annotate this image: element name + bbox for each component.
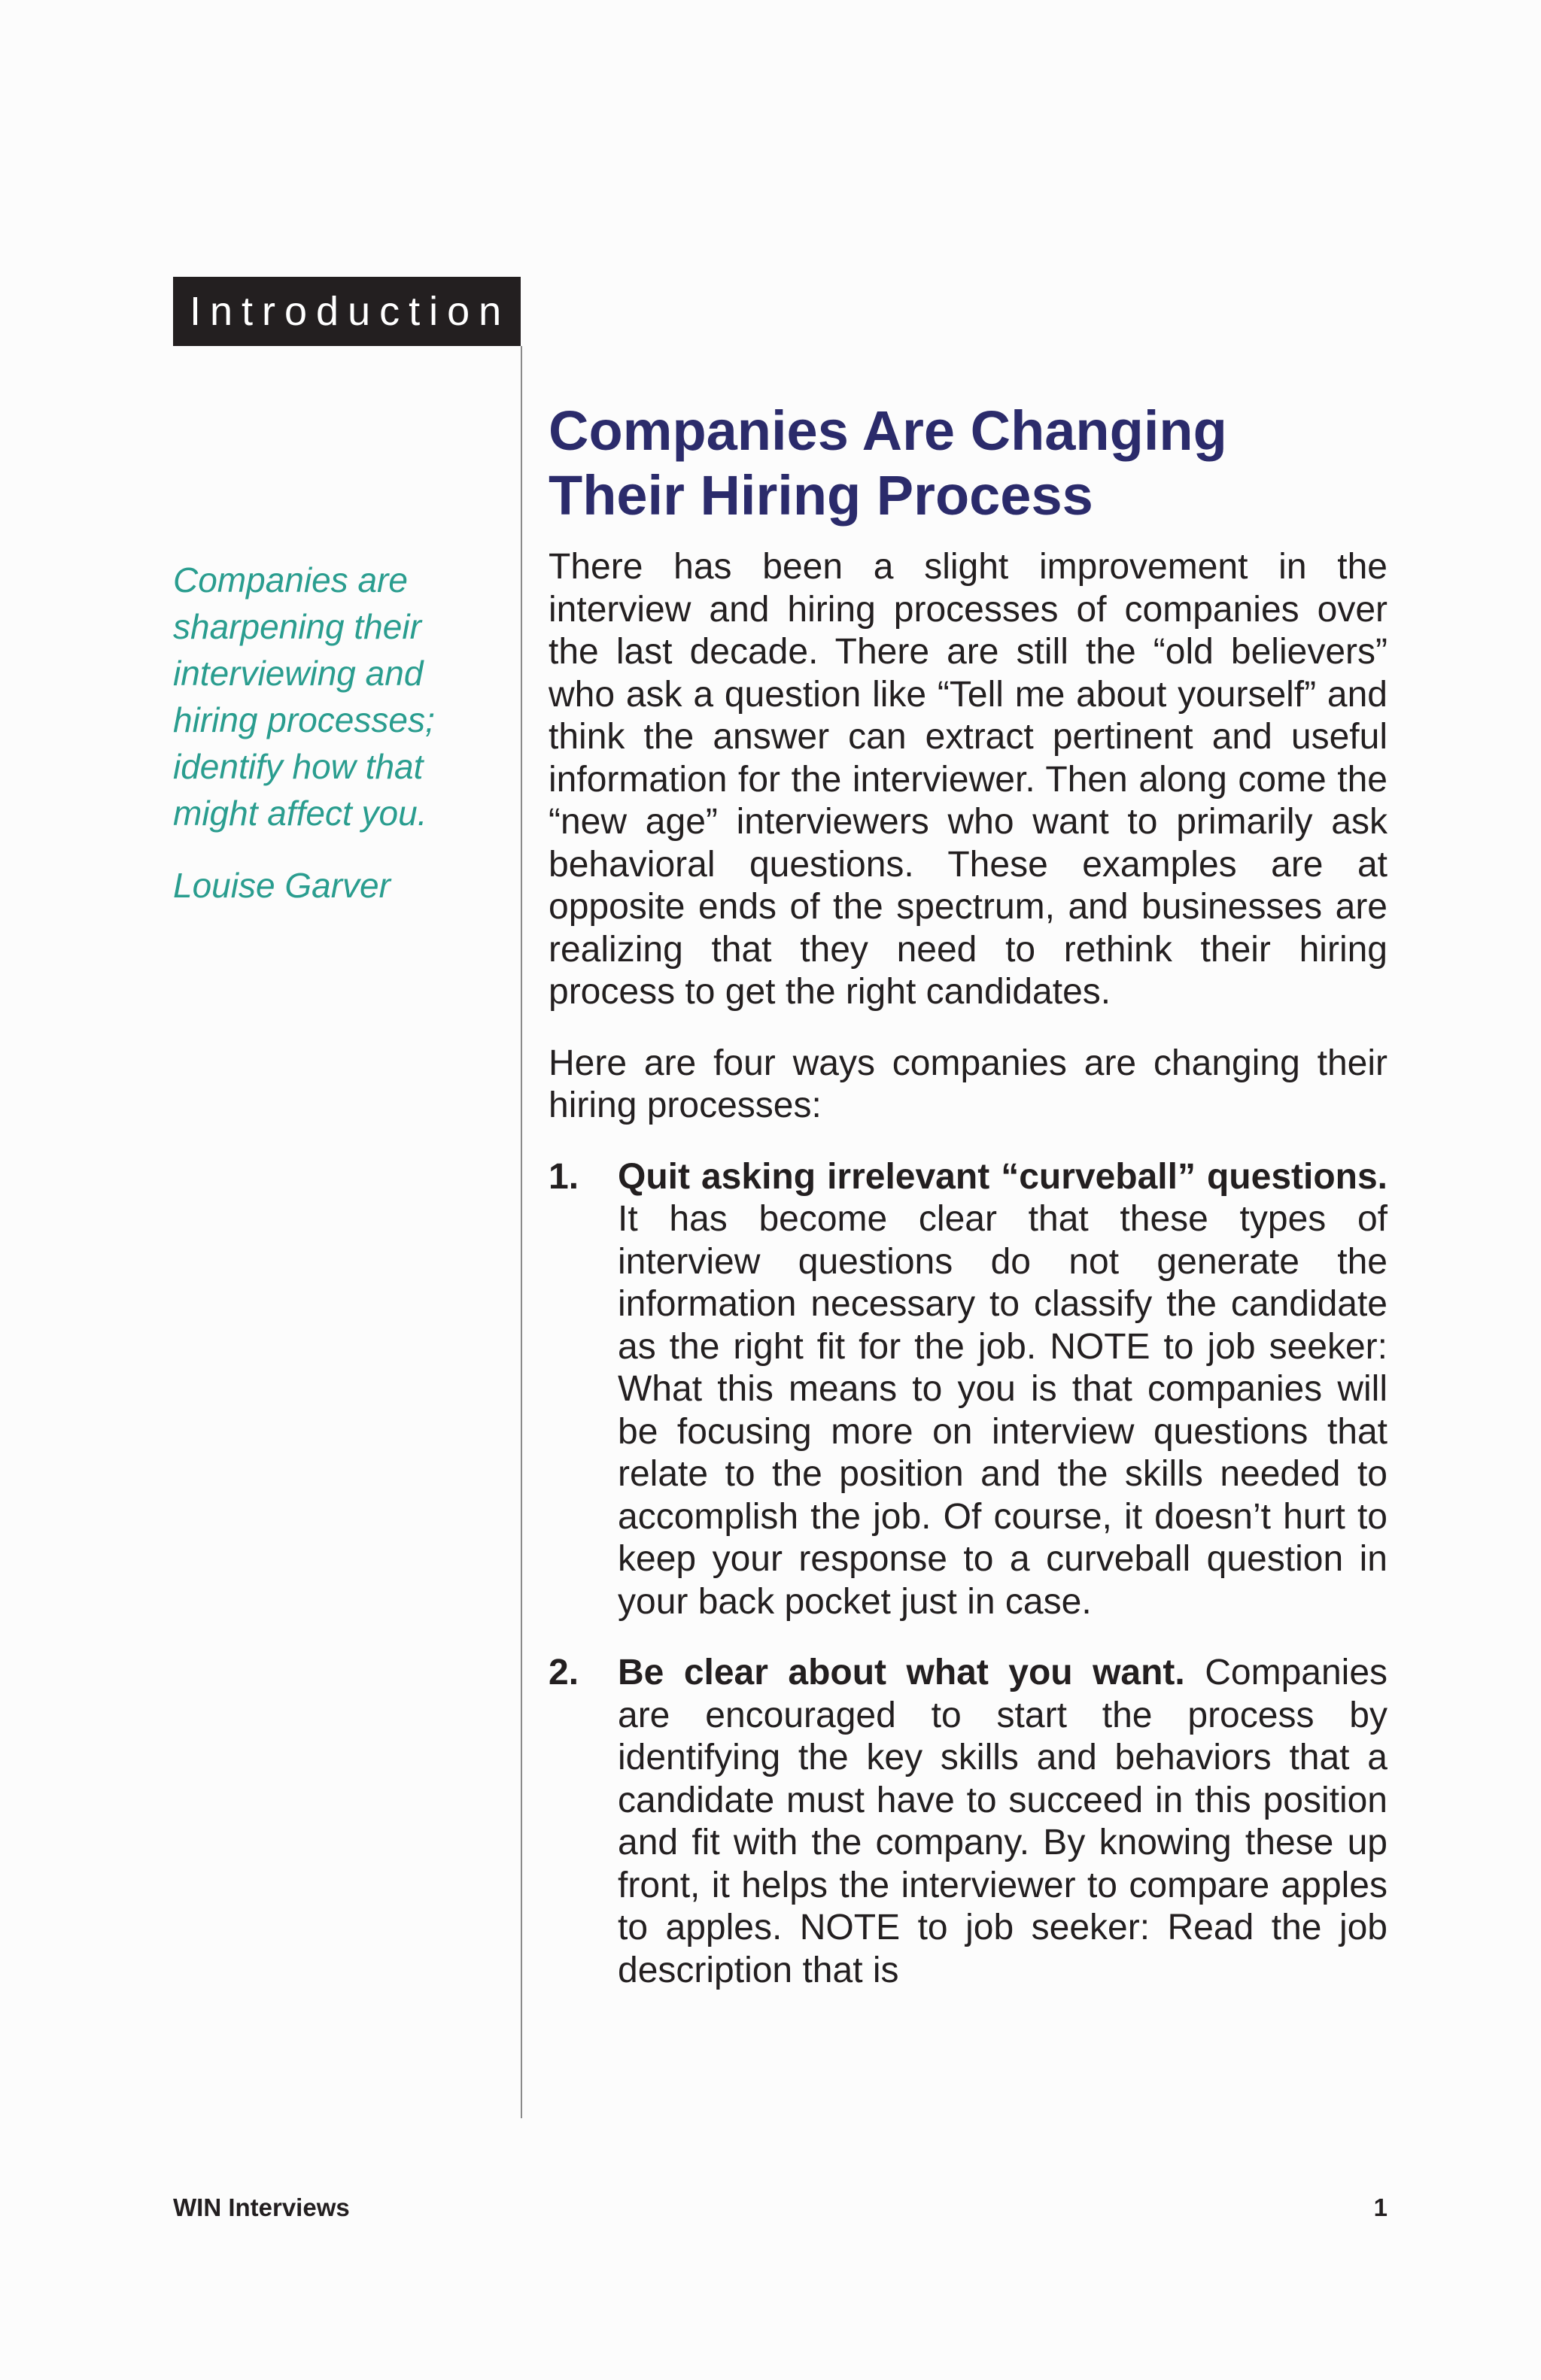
- article-title: [549, 399, 1388, 528]
- list-item-heading: Quit asking irrelevant “curveball” questions.: [618, 1156, 1388, 1197]
- list-item: [549, 1156, 1388, 1624]
- article: [549, 399, 1388, 1992]
- list-item-text: Companies are encouraged to start the process by identifying the key skills and behaviors that a candidate must have to succeed in this position and fit with the company. By knowing these up front, it helps the interviewer to compare apples to apples. NOTE to job seeker: Read the job description that is: [618, 1653, 1388, 1990]
- list-item-content: [618, 1156, 1388, 1624]
- list-item-number: 1.: [549, 1156, 579, 1197]
- list-item: [549, 1652, 1388, 1992]
- article-title-line-1: Companies Are Changing: [549, 399, 1227, 462]
- pullquote-author: Louise Garver: [173, 866, 391, 905]
- article-title-line-2: Their Hiring Process: [549, 464, 1093, 527]
- footer-publication: WIN Interviews: [173, 2193, 350, 2221]
- lead-paragraph: Here are four ways companies are changing their hiring processes:: [549, 1043, 1388, 1125]
- intro-paragraph: There has been a slight improvement in the interview and hiring processes of companies over the last decade. There are still the “old believers” who ask a question like “Tell me about yourself” and think the answer can extract pertinent and useful information for the interviewer. Then along come the “new age” interviewers who want to primarily ask behavioral questions. These examples are at opposite ends of the spectrum, and businesses are realizing that they need to rethink their hiring process to get the right candidates.: [549, 547, 1388, 1012]
- list-item-heading: Be clear about what you want.: [618, 1653, 1185, 1692]
- page-number: 1: [1373, 2193, 1388, 2221]
- list-item-text: It has become clear that these types of interview questions do not generate the information necessary to classify the candidate as the right fit for the job. NOTE to job seeker: What this means to you is that companies will be focusing more on interview questions that relate to the position and the skills needed to accomplish the job. Of course, it doesn’t hurt to keep your response to a curveball question in your back pocket just in case.: [618, 1199, 1388, 1622]
- steps-list: [549, 1156, 1388, 1993]
- sidebar-pullquote: [173, 557, 489, 909]
- column-divider: [521, 346, 522, 2118]
- list-item-content: [618, 1652, 1388, 1992]
- pullquote-text: Companies are sharpening their interviewing and hiring processes; identify how that might affect you.: [173, 560, 435, 833]
- list-item-number: 2.: [549, 1653, 579, 1692]
- section-tab: Introduction: [173, 277, 521, 346]
